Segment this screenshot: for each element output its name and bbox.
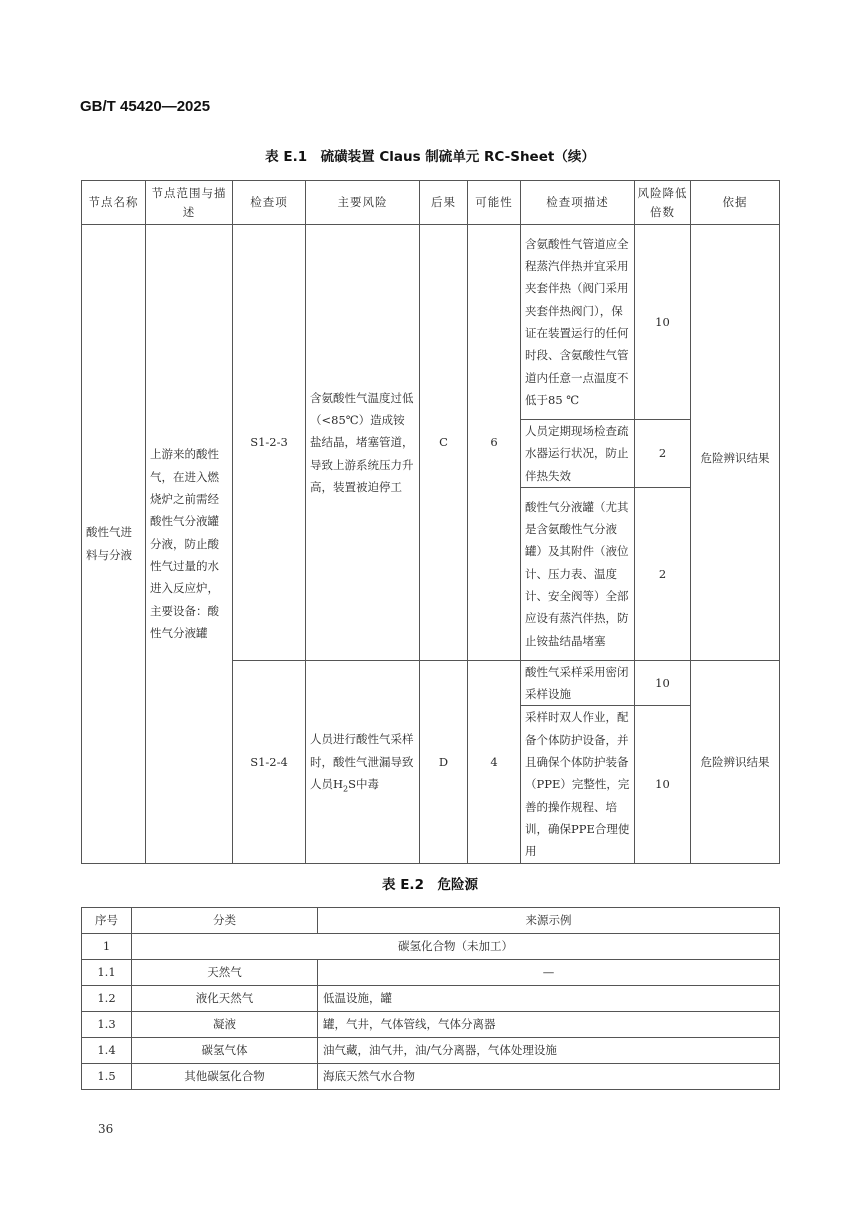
col-header-check-item: 检查项 xyxy=(233,181,306,225)
rrf-cell: 2 xyxy=(635,487,691,660)
row-example: 油气藏，油气井，油/气分离器，气体处理设施 xyxy=(318,1038,780,1064)
consequence-cell: C xyxy=(420,225,468,661)
measure-desc-cell: 酸性气采样采用密闭采样设施 xyxy=(521,660,635,706)
measure-desc-cell: 人员定期现场检查疏水器运行状况，防止伴热失效 xyxy=(521,420,635,488)
row-no: 1.1 xyxy=(82,960,132,986)
row-no: 1.4 xyxy=(82,1038,132,1064)
check-item-cell: S1-2-4 xyxy=(233,660,306,863)
measure-desc-cell: 含氨酸性气管道应全程蒸汽伴热并宜采用夹套伴热（阀门采用夹套伴热阀门），保证在装置运行的任何时段、含氨酸性气管道内任意一点温度不低于85 ℃ xyxy=(521,225,635,420)
col-header-example: 来源示例 xyxy=(318,908,780,934)
likelihood-cell: 6 xyxy=(468,225,521,661)
row-example: — xyxy=(318,960,780,986)
rrf-cell: 2 xyxy=(635,420,691,488)
col-header-consequence: 后果 xyxy=(420,181,468,225)
row-category: 天然气 xyxy=(132,960,318,986)
table-row xyxy=(82,960,780,986)
risk-cell xyxy=(306,660,420,863)
table-row xyxy=(82,1038,780,1064)
row-no: 1 xyxy=(82,934,132,960)
table-row xyxy=(82,986,780,1012)
table-e1-header-row xyxy=(82,181,780,225)
check-item-cell: S1-2-3 xyxy=(233,225,306,661)
table-row xyxy=(82,934,780,960)
col-header-category: 分类 xyxy=(132,908,318,934)
rrf-cell: 10 xyxy=(635,225,691,420)
row-category: 液化天然气 xyxy=(132,986,318,1012)
risk-text-end: S中毒 xyxy=(348,776,380,791)
col-header-basis: 依据 xyxy=(691,181,780,225)
row-category: 其他碳氢化合物 xyxy=(132,1064,318,1090)
table-e2 xyxy=(81,907,780,1090)
risk-text: 人员进行酸性气采样时，酸性气泄漏导致人员H xyxy=(310,732,414,791)
page-number: 36 xyxy=(98,1122,114,1136)
basis-cell: 危险辨识结果 xyxy=(691,660,780,863)
table-e2-header-row xyxy=(82,908,780,934)
col-header-main-risk: 主要风险 xyxy=(306,181,420,225)
col-header-rrf: 风险降低倍数 xyxy=(635,181,691,225)
risk-subscript: 2 xyxy=(343,784,349,794)
group-label: 碳氢化合物（未加工） xyxy=(132,934,780,960)
risk-cell: 含氨酸性气温度过低（<85℃）造成铵盐结晶，堵塞管道，导致上游系统压力升高，装置被迫停工 xyxy=(306,225,420,661)
consequence-cell: D xyxy=(420,660,468,863)
col-header-no: 序号 xyxy=(82,908,132,934)
node-desc-cell: 上游来的酸性气，在进入燃烧炉之前需经酸性气分液罐分液，防止酸性气过量的水进入反应炉，主要设备：酸性气分液罐 xyxy=(146,225,233,864)
table-row xyxy=(82,1012,780,1038)
row-example: 罐，气井，气体管线，气体分离器 xyxy=(318,1012,780,1038)
row-category: 碳氢气体 xyxy=(132,1038,318,1064)
likelihood-cell: 4 xyxy=(468,660,521,863)
node-name-cell: 酸性气进料与分液 xyxy=(82,225,146,864)
col-header-node-name: 节点名称 xyxy=(82,181,146,225)
table-e1-caption: 表 E.1 硫磺装置 Claus 制硫单元 RC-Sheet（续） xyxy=(265,149,595,165)
col-header-likelihood: 可能性 xyxy=(468,181,521,225)
standard-code: GB/T 45420—2025 xyxy=(80,98,211,115)
measure-desc-cell: 酸性气分液罐（尤其是含氨酸性气分液罐）及其附件（液位计、压力表、温度计、安全阀等）全部应设有蒸汽伴热，防止铵盐结晶堵塞 xyxy=(521,487,635,660)
table-e1 xyxy=(81,180,780,864)
row-no: 1.5 xyxy=(82,1064,132,1090)
col-header-check-desc: 检查项描述 xyxy=(521,181,635,225)
table-row xyxy=(82,1064,780,1090)
rrf-cell: 10 xyxy=(635,660,691,706)
row-no: 1.3 xyxy=(82,1012,132,1038)
basis-cell: 危险辨识结果 xyxy=(691,225,780,661)
table-row xyxy=(82,225,780,420)
table-e2-caption: 表 E.2 危险源 xyxy=(382,877,478,893)
row-example: 低温设施，罐 xyxy=(318,986,780,1012)
row-example: 海底天然气水合物 xyxy=(318,1064,780,1090)
row-no: 1.2 xyxy=(82,986,132,1012)
col-header-node-desc: 节点范围与描述 xyxy=(146,181,233,225)
measure-desc-cell: 采样时双人作业，配备个体防护设备，并且确保个体防护装备（PPE）完整性，完善的操作规程、培训，确保PPE合理使用 xyxy=(521,706,635,863)
rrf-cell: 10 xyxy=(635,706,691,863)
row-category: 凝液 xyxy=(132,1012,318,1038)
